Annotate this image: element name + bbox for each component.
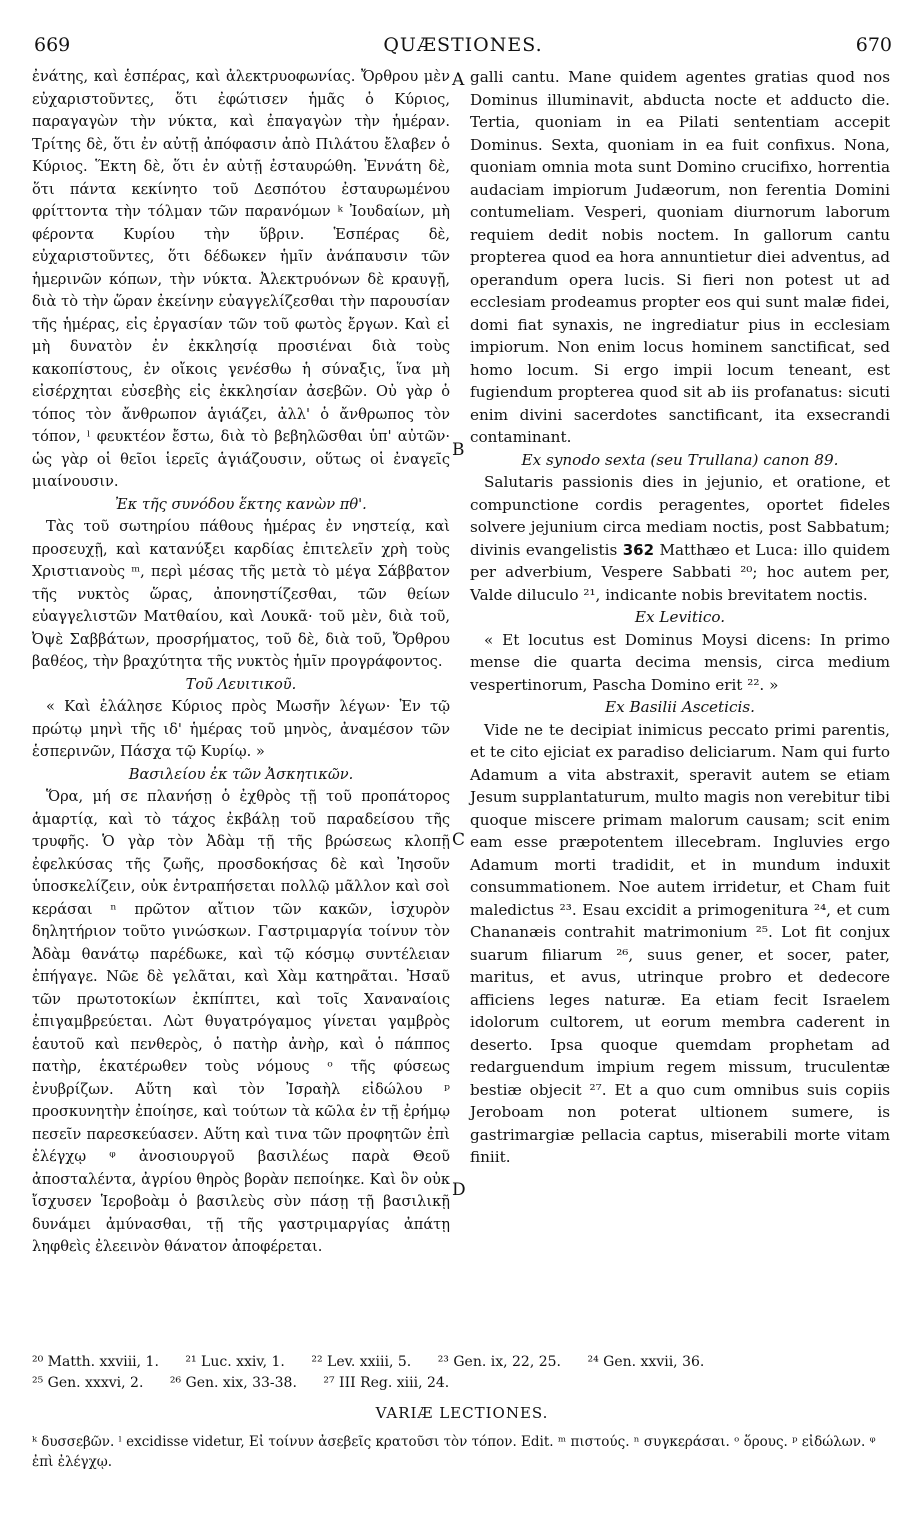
latin-heading-leviticus: Ex Levitico. bbox=[634, 608, 726, 626]
page-header bbox=[30, 34, 896, 62]
latin-paragraph-4: Vide ne te decipiat inimicus peccato primi parentis, et te cito ejiciat ex paradiso deliciarum. Nam qui furto Adamum a vita abstraxit, speravit autem se etiam Jesum supplantaturum, multo magis non verebitur tibi quoque miscere primam malorum causam; scit enim eam esse præpotentem illecebram. Ingluvies ergo Adamum morti tradidit, et in mundum induxit consummationem. Noe autem irridetur, et Cham fuit maledictus ²³. Esau excidit a primogenitura ²⁴, et cum Chananæis contrahit matrimonium ²⁵. Lot fit conjux suarum filiarum ²⁶, suus gener, et socer, pater, maritus, et avus, utrinque probro et dedecore afficiens leges naturæ. Ea etiam fecit Israelem idolorum cultorem, ut eorum membra caderent in deserto. Ipsa quoque quemdam prophetam ad redarguendum impium regem missum, truculentæ bestiæ objecit ²⁷. Et a quo cum omnibus suis copiis Jeroboam non poterat ultionem sumere, is gastrimargiæ pellacia captus, miserabili morte vitam finiit. bbox=[470, 720, 890, 1166]
latin-heading-basil: Ex Basilii Asceticis. bbox=[605, 698, 755, 716]
greek-heading-basil: Βασιλείου ἐκ τῶν Ἀσκητικῶν. bbox=[128, 765, 354, 783]
footnote-21: ²¹ Luc. xxiv, 1. bbox=[185, 1354, 285, 1370]
variae-lectiones-text: ᵏ δυσσεβῶν. ˡ excidisse videtur, Εἰ τοίνυν ἀσεβεῖς κρατοῦσι τὸν τόπον. Edit. ᵐ πιστούς. ⁿ συγκεράσαι. ᵒ ὅρους. ᵖ εἰδώλων. ᵠ ἐπὶ ἐλέγχῳ. bbox=[32, 1434, 876, 1470]
latin-paragraph-1: galli cantu. Mane quidem agentes gratias quod nos Dominus illuminavit, abducta nocte et adducto die. Tertia, quoniam in ea Pilati sententiam accepit Dominus. Sexta, quoniam in ea fuit confixus. Nona, quoniam omnia mota sunt Domino crucifixo, horrentia audaciam impiorum Judæorum, non ferentia Domini contumeliam. Vesperi, quoniam diurnorum laborum requiem dedit nobis noctem. In gallorum cantu propterea quod ea hora annuntietur diei adventus, ad operandum opera lucis. Si fieri non potest ut ad ecclesiam prodeamus propter eos qui sunt malæ fidei, domi fiat synaxis, ne ingrediatur pius in ecclesiam impiorum. Non enim locus hominem sanctificat, sed homo locum. Si ergo impii locum teneant, est fugiendum propterea quod sit ab iis profanatus: sicuti enim divini sacerdotes sanctificant, ita exsecrandi contaminant. bbox=[470, 68, 890, 446]
variae-lectiones-title: VARIÆ LECTIONES. bbox=[375, 1404, 549, 1422]
column-number-362: 362 bbox=[622, 540, 655, 559]
latin-column bbox=[470, 66, 890, 1169]
margin-letter-c: C bbox=[452, 830, 466, 850]
latin-paragraph-3: « Et locutus est Dominus Moysi dicens: In primo mense die quarta decima mensis, circa medium vespertinorum, Pascha Domino erit ²². » bbox=[470, 630, 890, 694]
footnote-27: ²⁷ III Reg. xiii, 24. bbox=[323, 1375, 450, 1391]
greek-paragraph-4: Ὅρα, μή σε πλανήσῃ ὁ ἐχθρὸς τῇ τοῦ προπάτορος ἁμαρτίᾳ, καὶ τὸ τάχος ἐκβάλῃ τοῦ παραδείσου τῆς τρυφῆς. Ὁ γὰρ τὸν Ἀδὰμ τῇ τῆς βρώσεως κλοπῇ ἐφελκύσας τῆς ζωῆς, προσδοκήσας δὲ καὶ Ἰησοῦν ὑποσκελίζειν, οὐκ ἐντραπήσεται πολλῷ μᾶλλον καὶ σοὶ κεράσαι ⁿ πρῶτον αἴτιον τῶν κακῶν, ἰσχυρὸν δηλητήριον τοῦτο γινώσκων. Γαστριμαργία τοίνυν τὸν Ἀδὰμ θανάτῳ παρέδωκε, καὶ τῷ κόσμῳ συντέλειαν ἐπήγαγε. Νῶε δὲ γελᾶται, καὶ Χὰμ κατηρᾶται. Ἠσαῦ τῶν πρωτοτοκίων ἐκπίπτει, καὶ τοῖς Χαναναίοις ἐπιγαμβρεύεται. Λὼτ θυγατρόγαμος γίνεται γαμβρὸς ἑαυτοῦ καὶ πενθερὸς, ὁ πατὴρ ἀνὴρ, καὶ ὁ πάππος πατὴρ, ἑκατέρωθεν τοὺς νόμους ᵒ τῆς φύσεως ἐνυβρίζων. Αὕτη καὶ τὸν Ἰσραὴλ εἰδώλου ᵖ προσκυνητὴν ἐποίησε, καὶ τούτων τὰ κῶλα ἐν τῇ ἐρήμῳ πεσεῖν παρεσκεύασεν. Αὕτη καὶ τινα τῶν προφητῶν ἐπὶ ἐλέγχῳ ᵠ ἀνοσιουργοῦ βασιλέως παρὰ Θεοῦ ἀποσταλέντα, ἀγρίου θηρὸς βορὰν πεποίηκε. Καὶ ὃν οὐκ ἴσχυσεν Ἱεροβοὰμ ὁ βασιλεὺς σὺν πάσῃ τῇ βασιλικῇ δυνάμει ἀμύνασθαι, τῇ τῆς γαστριμαργίας ἀπάτῃ ληφθεὶς ἐλεεινὸν θάνατον ἀποφέρεται. bbox=[32, 788, 450, 1255]
footnote-20: ²⁰ Matth. xxviii, 1. bbox=[32, 1354, 159, 1370]
footnote-line-1 bbox=[32, 1352, 892, 1373]
margin-letter-b: B bbox=[452, 440, 465, 460]
footnote-line-2 bbox=[32, 1373, 892, 1394]
latin-paragraph-2a: Salutaris passionis dies in jejunio, et oratione, et compunctione cordis peragentes, oportet fideles solvere jejunium circa mediam noctis, post Sabbatum; divinis evangelistis bbox=[470, 473, 890, 559]
latin-paragraph-2b: Matthæo et Luca: illo quidem per adverbium, Vespere Sabbati ²⁰; hoc autem per, Valde diluculo ²¹, indicante nobis brevitatem noctis. bbox=[470, 540, 891, 604]
footnote-24: ²⁴ Gen. xxvii, 36. bbox=[587, 1354, 705, 1370]
footnote-23: ²³ Gen. ix, 22, 25. bbox=[437, 1354, 562, 1370]
greek-paragraph-1: ἐνάτης, καὶ ἑσπέρας, καὶ ἀλεκτρυοφωνίας. Ὄρθρου μὲν εὐχαριστοῦντες, ὅτι ἐφώτισεν ἡμᾶς ὁ Κύριος, παραγαγὼν τὴν νύκτα, καὶ ἐπαγαγὼν τὴν ἡμέραν. Τρίτης δὲ, ὅτι ἐν αὐτῇ ἀπόφασιν ἀπὸ Πιλάτου ἔλαβεν ὁ Κύριος. Ἕκτη δὲ, ὅτι ἐν αὐτῇ ἐσταυρώθη. Ἐννάτη δὲ, ὅτι πάντα κεκίνητο τοῦ Δεσπότου ἐσταυρωμένου φρίττοντα τὴν τόλμαν τῶν παρανόμων ᵏ Ἰουδαίων, μὴ φέροντα Κυρίου τὴν ὕβριν. Ἑσπέρας δὲ, εὐχαριστοῦντες, ὅτι δέδωκεν ἡμῖν ἀνάπαυσιν τῶν ἡμερινῶν κόπων, τὴν νύκτα. Ἀλεκτρυόνων δὲ κραυγῇ, διὰ τὸ τὴν ὥραν ἐκείνην εὐαγγελίζεσθαι τὴν παρουσίαν τῆς ἡμέρας, εἰς ἐργασίαν τῶν τοῦ φωτὸς ἔργων. Καὶ εἰ μὴ δυνατὸν ἐν ἐκκλησίᾳ προσιέναι διὰ τοὺς κακοπίστους, ἐν οἴκοις γενέσθω ἡ σύναξις, ἵνα μὴ εἰσέρχηται εὐσεβὴς εἰς ἐκκλησίαν ἀσεβῶν. Οὐ γὰρ ὁ τόπος τὸν ἄνθρωπον ἁγιάζει, ἀλλ' ὁ ἄνθρωπος τὸν τόπον, ˡ φευκτέον ἔστω, διὰ τὸ βεβηλῶσθαι ὑπ' αὐτῶν· ὡς γὰρ οἱ θεῖοι ἱερεῖς ἁγιάζουσιν, οὕτως οἱ ἐναγεῖς μιαίνουσιν. bbox=[32, 68, 450, 490]
footnote-22: ²² Lev. xxiii, 5. bbox=[311, 1354, 412, 1370]
running-title: QUÆSTIONES. bbox=[383, 34, 543, 56]
footnote-26: ²⁶ Gen. xix, 33-38. bbox=[169, 1375, 297, 1391]
page-number-left: 669 bbox=[34, 34, 71, 56]
greek-paragraph-3: « Καὶ ἐλάλησε Κύριος πρὸς Μωσῆν λέγων· Ἐν τῷ πρώτῳ μηνὶ τῆς ιδ' ἡμέρας τοῦ μηνὸς, ἀναμέσον τῶν ἑσπερινῶν, Πάσχα τῷ Κυρίῳ. » bbox=[32, 698, 450, 760]
footnote-25: ²⁵ Gen. xxxvi, 2. bbox=[32, 1375, 144, 1391]
page-number-right: 670 bbox=[855, 34, 892, 56]
greek-heading-synod: Ἐκ τῆς συνόδου ἕκτης κανὼν πθ'. bbox=[115, 495, 367, 513]
scripture-footnotes bbox=[32, 1352, 892, 1394]
greek-heading-leviticus: Τοῦ Λευιτικοῦ. bbox=[185, 675, 297, 693]
margin-letter-d: D bbox=[452, 1180, 466, 1200]
greek-column bbox=[32, 66, 450, 1259]
greek-paragraph-2: Τὰς τοῦ σωτηρίου πάθους ἡμέρας ἐν νηστείᾳ, καὶ προσευχῇ, καὶ κατανύξει καρδίας ἐπιτελεῖν χρὴ τοὺς Χριστιανοὺς ᵐ, περὶ μέσας τῆς μετὰ τὸ μέγα Σάββατον τῆς νυκτὸς ὥρας, ἀπονηστίζεσθαι, τῶν θείων εὐαγγελιστῶν Ματθαίου, καὶ Λουκᾶ· τοῦ μὲν, διὰ τοῦ, Ὀψὲ Σαββάτων, προσρήματος, τοῦ δὲ, διὰ τοῦ, Ὄρθρου βαθέος, τὴν βραχύτητα τῆς νυκτὸς ἡμῖν προγράφοντος. bbox=[32, 518, 450, 670]
latin-paragraph-2 bbox=[470, 471, 890, 606]
latin-heading-synod: Ex synodo sexta (seu Trullana) canon 89. bbox=[521, 450, 839, 469]
margin-letter-a: A bbox=[452, 70, 465, 90]
